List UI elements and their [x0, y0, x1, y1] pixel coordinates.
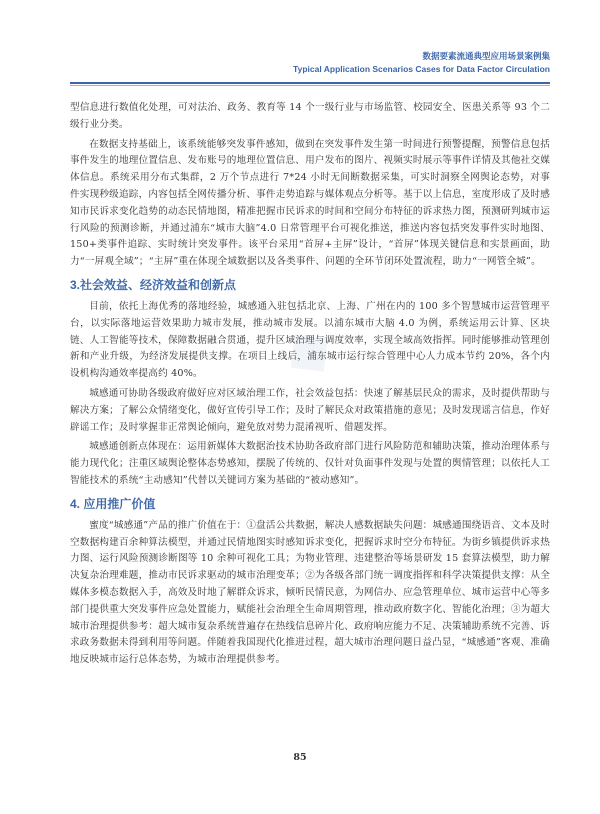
paragraph-system-description: 在数据支持基础上，该系统能够突发事件感知，做到在突发事件发生第一时间进行预警提醒，预警信息包括事件发生的地理位置信息、发布账号的地理位置信息、用户发布的图片、视频实时展示等事件详情及其他社交媒体信息。系统采用分布式集群，2 万个节点进行 7*24 小时无间断数据采集，可实时洞察全网舆论态势，对事件实现秒级追踪，内容包括全网传播分析、事件走势追踪与媒体观点分析等。基于以上信息，室度形成了及时感知市民诉求变化趋势的动态民情地图，精准把握市民诉求的时间和空间分布特征的诉求热力图，预测研判城市运行风险的预测诊断，并通过浦东“城市大脑”4.0 日常管理平台可视化推送，推送内容包括突发事件实时地图、150+类事件追踪、实时统计突发事件。该平台采用“首屏+主屏”设计，“首屏”体现关键信息和实景画面，助力“一屏观全域”；“主屏”重在体现全域数据以及各类事件、问题的全环节闭环处置流程，助力“一网管全城”。: [70, 138, 550, 268]
paragraph-social-benefits: 城感通可协助各级政府做好应对区域治理工作，社会效益包括：快速了解基层民众的需求，及时提供帮助与解决方案；了解公众情绪变化，做好宣传引导工作；及时了解民众对政策措施的意见；及时发现谣言信息，作好辟谣工作；及时掌握非正常舆论倾向，避免放对势力混淆视听、借题发挥。: [70, 387, 550, 433]
paragraph-benefits: 目前，依托上海优秀的落地经验，城感通入驻包括北京、上海、广州在内的 100 多个智慧城市运营管理平台，以实际落地运营效果助力城市发展，推动城市发展。以浦东城市大脑 4.0 为例，系统运用云计算、区块链、人工智能等技术，保障数据融合贯通，提升区域治理与调度效率，实现全域高效指挥。同时能够推动管理创新和产业升级，为经济发展提供支撑。在项目上线后，浦东城市运行综合管理中心人力成本节约 20%，各个内设机构沟通效率提高约 40%。: [70, 300, 550, 380]
header-title-en: Typical Application Scenarios Cases for Data Factor Circulation: [293, 64, 550, 74]
paragraph-promotion-value: 蜜度“城感通”产品的推广价值在于：①盘活公共数据，解决人感数据缺失问题：城感通围绕语音、文本及时空数据构建百余种算法模型，并通过民情地图实时感知诉求变化，把握诉求时空分布特征。为街乡镇提供诉求热力图、运行风险预测诊断图等 10 余种可视化工具；为物业管理、违建整治等场景研发 15 套算法模型，助力解决复杂治理难题，推动市民诉求驱动的城市治理变革；②为各级各部门统一调度指挥和科学决策提供支撑：从全媒体多模态数据入手，高效及时地了解群众诉求，倾听民情民意，为网信办、应急管理单位、城市运营中心等多部门提供重大突发事件应急处置能力，赋能社会治理全生命周期管理，推动政府数字化、智能化治理；③为超大城市治理提供参考：超大城市复杂系统普遍存在热线信息碎片化、政府响应能力不足、决策辅助系统不完善、诉求政务数据未得到利用等问题。伴随着我国现代化推进过程，超大城市治理问题日益凸显，“城感通”客观、准确地反映城市运行总体态势，为城市治理提供参考。: [70, 519, 550, 666]
header-title-cn: 数据要素流通典型应用场景案例集: [422, 51, 550, 61]
page-body: [70, 100, 550, 672]
running-header: [293, 50, 550, 76]
section-heading-benefits: 3.社会效益、经济效益和创新点: [70, 277, 237, 292]
header-rule-thin: [70, 85, 550, 86]
watermark-logo: ◆: [268, 310, 345, 390]
header-rule: [70, 82, 550, 84]
paragraph-continued: 型信息进行数值化处理，可对法治、政务、教育等 14 个一级行业与市场监管、校园安全、医患关系等 93 个二级行业分类。: [70, 102, 550, 130]
paragraph-innovation: 城感通创新点体现在：运用新媒体大数据治技术协助各政府部门进行风险防范和辅助决策，推动治理体系与能力现代化；注重区域舆论整体态势感知，摆脱了传统的、仅针对负面事件发现与处置的舆情管理；以依托人工智能技术的系统“主动感知”代替以关键词方案为基础的“被动感知”。: [70, 441, 550, 486]
page-number: 85: [293, 752, 307, 763]
section-heading-promotion: 4. 应用推广价值: [70, 496, 156, 511]
